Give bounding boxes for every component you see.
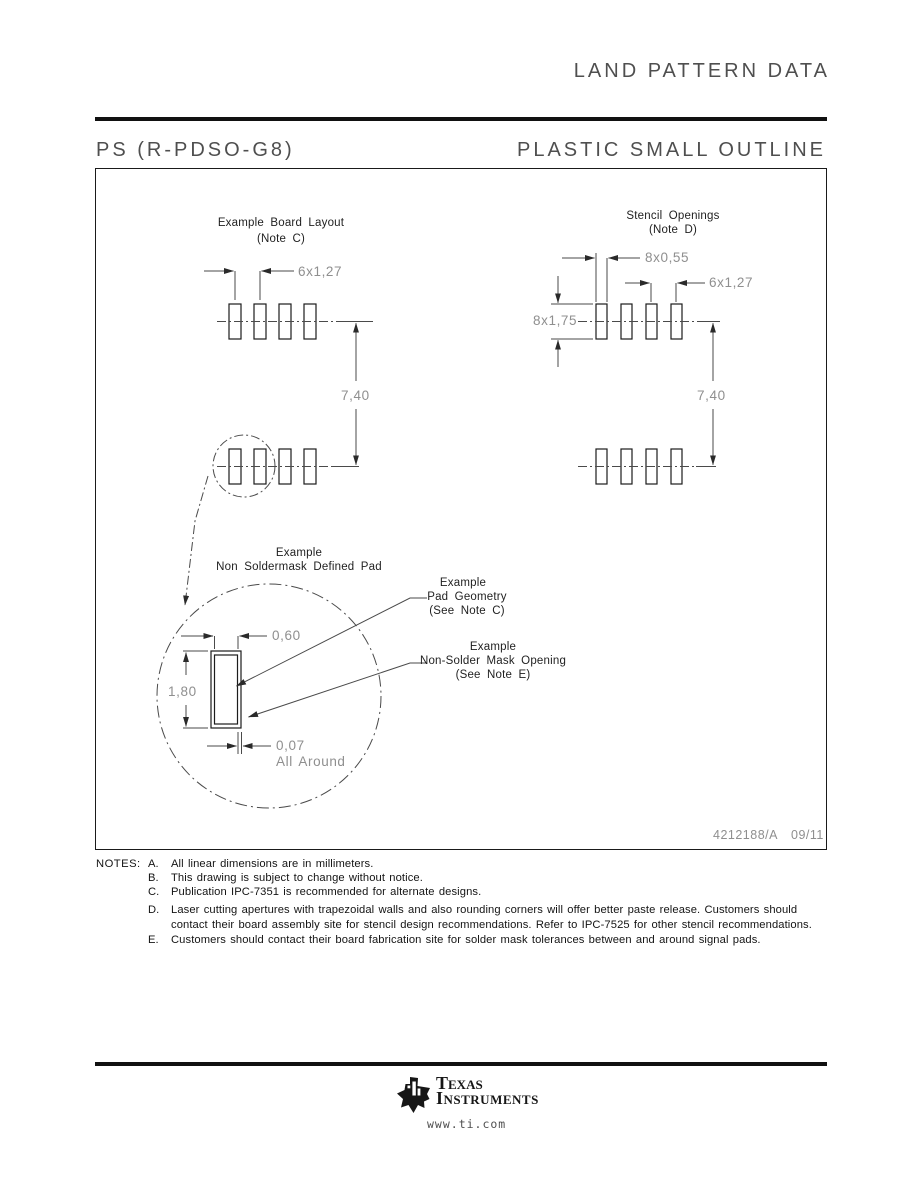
- ti-wordmark: [436, 1073, 539, 1108]
- ti-bug-icon: [396, 1076, 432, 1114]
- board-span-dim: 7,40: [341, 388, 370, 403]
- note-text: All linear dimensions are in millimeters.: [171, 858, 374, 870]
- pad-detail-diagram: [157, 547, 566, 808]
- solder-mask-opening-outline: [211, 651, 241, 728]
- mask-clearance-note: All Around: [276, 754, 346, 769]
- pad-outline: [215, 655, 238, 724]
- land-pattern-drawing: [96, 169, 825, 848]
- package-name: PLASTIC SMALL OUTLINE: [517, 139, 826, 161]
- note-key: D.: [148, 904, 160, 916]
- board-layout-note-ref: (Note C): [256, 233, 306, 245]
- note-key: C.: [148, 886, 160, 898]
- note-key: B.: [148, 872, 159, 884]
- note-item-d: [148, 904, 878, 916]
- note-text: This drawing is subject to change without notice.: [171, 872, 423, 884]
- note-text: Publication IPC-7351 is recommended for alternate designs.: [171, 886, 482, 898]
- page-title: LAND PATTERN DATA: [573, 60, 830, 82]
- note-key: E.: [148, 934, 159, 946]
- ti-brand-line1: Texas: [436, 1073, 483, 1093]
- stencil-openings-diagram: [533, 210, 753, 484]
- ti-brand-line2: Instruments: [436, 1088, 539, 1108]
- detail-leader-line: [185, 476, 208, 605]
- mask-clearance-dim: 0,07: [276, 738, 305, 753]
- board-layout-title: Example Board Layout: [217, 217, 345, 229]
- stencil-pitch-dim: 6x1,27: [709, 275, 754, 290]
- drawing-frame: [95, 168, 827, 850]
- note-text: Laser cutting apertures with trapezoidal walls and also rounding corners will offer better paste release. Customers should: [171, 904, 798, 916]
- pad-geometry-label-line3: (See Note C): [429, 605, 505, 617]
- stencil-height-dim: 8x1,75: [533, 313, 578, 328]
- note-item-a: [148, 858, 878, 870]
- note-item-b: [148, 872, 878, 884]
- package-code: PS (R-PDSO-G8): [96, 139, 295, 161]
- note-item-c: [148, 886, 878, 898]
- stencil-title: Stencil Openings: [626, 210, 720, 222]
- pad-geometry-label-line1: Example: [439, 577, 487, 589]
- ti-website-link[interactable]: www.ti.com: [427, 1117, 507, 1131]
- note-key: A.: [148, 858, 159, 870]
- pad-geometry-label-line2: Pad Geometry: [427, 591, 507, 603]
- pad-width-dim: 0,60: [272, 628, 301, 643]
- stencil-note-ref: (Note D): [648, 224, 698, 236]
- notes-label: NOTES:: [96, 858, 141, 870]
- bottom-rule: [95, 1062, 827, 1066]
- detail-title-line1: Example: [275, 547, 323, 559]
- pad-height-dim: 1,80: [168, 684, 197, 699]
- top-rule: [95, 117, 827, 121]
- pad-geometry-leader: [237, 598, 428, 686]
- mask-opening-label-line1: Example: [469, 641, 517, 653]
- note-item-e: [148, 934, 878, 946]
- doc-number: 4212188/A: [713, 828, 778, 842]
- stencil-width-dim: 8x0,55: [645, 250, 690, 265]
- ti-logo: [396, 1073, 539, 1114]
- mask-opening-label-line3: (See Note E): [455, 669, 531, 681]
- stencil-span-dim: 7,40: [697, 388, 726, 403]
- doc-date: 09/11: [791, 828, 824, 842]
- detail-title-line2: Non Soldermask Defined Pad: [216, 561, 382, 573]
- mask-opening-label-line2: Non-Solder Mask Opening: [419, 655, 567, 667]
- note-text: Customers should contact their board fabrication site for solder mask tolerances between and around signal pads.: [171, 934, 761, 946]
- note-item-d-line2: contact their board assembly site for stencil design recommendations. Refer to IPC-7525 for other stencil recommendations.: [171, 919, 812, 931]
- board-pitch-dim: 6x1,27: [298, 264, 343, 279]
- mask-opening-leader: [249, 663, 428, 717]
